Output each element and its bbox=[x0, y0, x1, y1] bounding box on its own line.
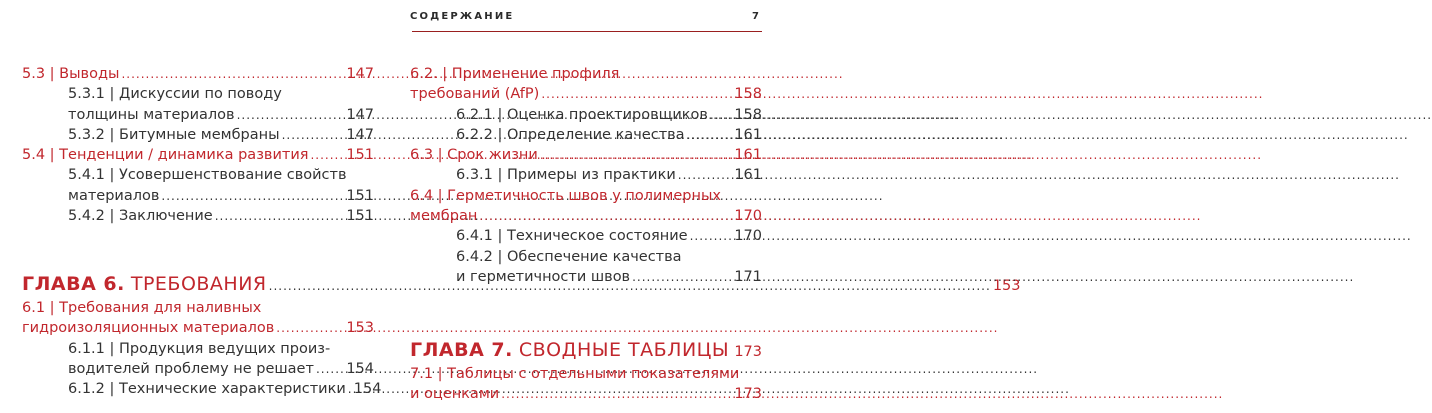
toc-entry-6-4-1[interactable]: 6.4.1 | Техническое состояние ..... 170 bbox=[410, 226, 762, 246]
toc-entry-6-2[interactable]: требований (AfP) ..... 158 bbox=[410, 84, 762, 104]
toc-entry-5-3[interactable]: 5.3 | Выводы ..... 147 bbox=[22, 64, 374, 84]
toc-entry-6-3[interactable]: 6.3 | Срок жизни ..... 161 bbox=[410, 145, 762, 165]
toc-right-chapter-7 bbox=[410, 338, 762, 405]
toc-entry-6-4-2[interactable]: и герметичности швов ..... 171 bbox=[410, 267, 762, 287]
toc-entry-5-3-1[interactable]: толщины материалов ..... 147 bbox=[22, 105, 374, 125]
toc-entry-5-4[interactable]: 5.4 | Тенденции / динамика развития ..... 151 bbox=[22, 145, 374, 165]
toc-entry-6-2-line1[interactable]: 6.2. | Применение профиля bbox=[410, 66, 620, 82]
toc-entry-6-4-line1[interactable]: 6.4 | Герметичность швов у полимерных bbox=[410, 187, 721, 204]
toc-entry-6-2-2[interactable]: 6.2.2 | Определение качества ..... 161 bbox=[410, 125, 762, 145]
page-number: 7 bbox=[752, 11, 759, 22]
toc-entry-5-4-1[interactable]: материалов ..... 151 bbox=[22, 186, 374, 206]
toc-entry-7-1-line1[interactable]: 7.1 | Таблицы с отдельными показателями bbox=[410, 366, 740, 382]
toc-entry-5-4-1-line1[interactable]: 5.4.1 | Усовершенствование свойств bbox=[68, 167, 347, 184]
toc-entry-6-2-1[interactable]: 6.2.1 | Оценка проектировщиков ..... 158 bbox=[410, 105, 762, 125]
chapter-6-heading[interactable]: ГЛАВА 6. ТРЕБОВАНИЯ ..... 153 bbox=[22, 272, 374, 298]
toc-entry-6-1-1[interactable]: водителей проблему не решает ..... 154 bbox=[22, 359, 374, 379]
toc-entry-6-1-1-line1[interactable]: 6.1.1 | Продукция ведущих произ- bbox=[68, 340, 331, 357]
toc-entry-5-4-2[interactable]: 5.4.2 | Заключение ..... 151 bbox=[22, 206, 374, 226]
toc-entry-6-4-2-line1[interactable]: 6.4.2 | Обеспечение качества bbox=[456, 248, 682, 265]
toc-entry-6-1-line1[interactable]: 6.1 | Требования для наливных bbox=[22, 300, 262, 316]
chapter-7-heading[interactable]: ГЛАВА 7. СВОДНЫЕ ТАБЛИЦЫ ..... 173 bbox=[410, 338, 762, 364]
toc-right-column bbox=[410, 64, 762, 287]
header-rule bbox=[412, 31, 762, 32]
running-header-title: СОДЕРЖАНИЕ bbox=[410, 11, 515, 22]
toc-entry-5-3-1-line1[interactable]: 5.3.1 | Дискуссии по поводу bbox=[68, 86, 282, 103]
toc-entry-7-1[interactable]: и оценками ..... 173 bbox=[410, 384, 762, 404]
toc-entry-6-1-2[interactable]: 6.1.2 | Технические характеристики ..... 154 bbox=[22, 379, 374, 399]
toc-entry-6-1[interactable]: гидроизоляционных материалов ..... 153 bbox=[22, 318, 374, 338]
toc-entry-5-3-2[interactable]: 5.3.2 | Битумные мембраны ..... 147 bbox=[22, 125, 374, 145]
toc-entry-6-4[interactable]: мембран ..... 170 bbox=[410, 206, 762, 226]
toc-entry-6-3-1[interactable]: 6.3.1 | Примеры из практики ..... 161 bbox=[410, 165, 762, 185]
toc-left-column bbox=[22, 64, 374, 226]
